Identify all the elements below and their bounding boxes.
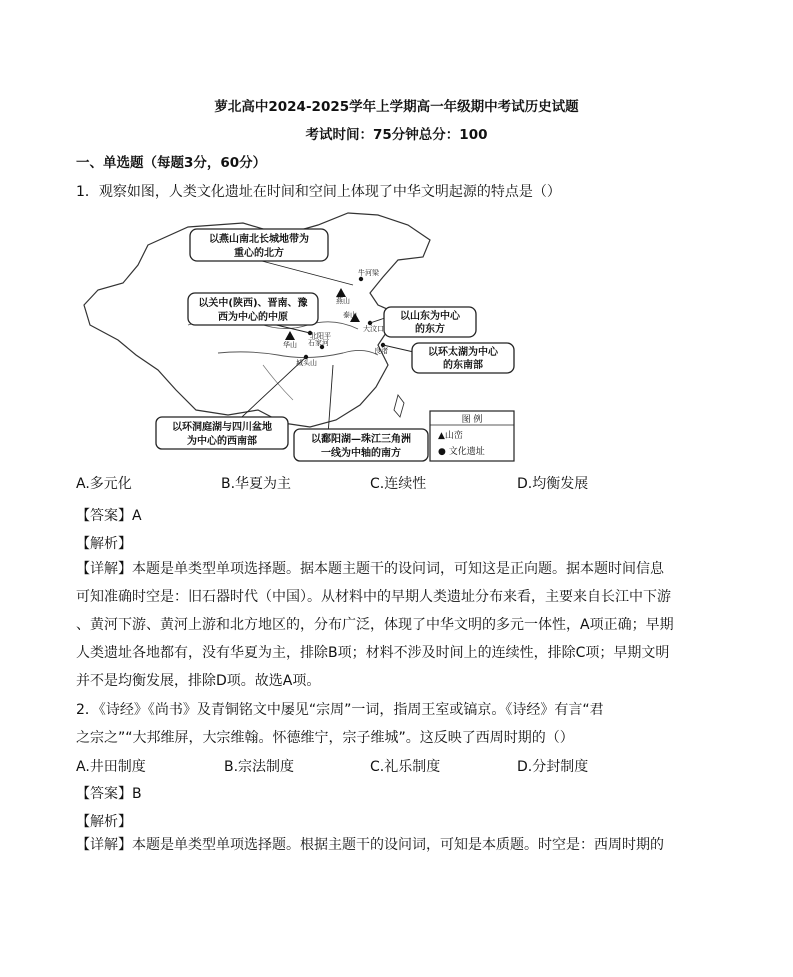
q1-answer: 【答案】A (76, 508, 142, 524)
region-box-south (294, 429, 428, 461)
q1-option-b: B.华夏为主 (221, 476, 292, 492)
q1-detail-line: 可知准确时空是：旧石器时代（中国）。从材料中的早期人类遗址分布来看，主要来自长江中下游 (76, 589, 671, 605)
q2-option-c: C.礼乐制度 (370, 759, 441, 775)
q1-option-c: C.连续性 (370, 476, 427, 492)
place-label: 良渚 (374, 347, 388, 355)
legend-mountain: ▲山峦 (438, 431, 463, 441)
q2-option-a: A.井田制度 (76, 759, 146, 775)
q1-detail-line: 并不是均衡发展，排除D项。故选A项。 (76, 673, 321, 689)
region-box-southwest (156, 417, 288, 449)
region-box-line: 以环洞庭湖与四川盆地 (172, 422, 272, 433)
exam-title: 萝北高中2024-2025学年上学期高一年级期中考试历史试题 (214, 99, 579, 115)
region-box-line: 以燕山南北长城地带为 (209, 234, 309, 245)
q1-option-a: A.多元化 (76, 476, 132, 492)
region-box-line: 以鄱阳湖—珠江三角洲 (311, 434, 411, 445)
region-box-line: 以山东为中心 (400, 311, 460, 322)
q2-option-d: D.分封制度 (517, 759, 589, 775)
q1-stem: 1．观察如图，人类文化遗址在时间和空间上体现了中华文明起源的特点是（） (76, 184, 561, 200)
q1-detail-line: 【详解】本题是单类型单项选择题。据本题主题干的设问词，可知这是正向题。据本题时间信息 (76, 561, 664, 577)
site-niuheliang (359, 277, 363, 281)
region-box-line: 为中心的西南部 (187, 436, 257, 447)
map-legend (430, 411, 514, 461)
q1-detail-line: 、黄河下游、黄河上游和北方地区的，分布广泛，体现了中华文明的多元一体性，A项正确；早期 (76, 617, 674, 633)
q1-detail-line: 人类遗址各地都有，没有华夏为主，排除B项；材料不涉及时间上的连续性，排除C项；早期文明 (76, 645, 670, 661)
region-box-central-plains (188, 293, 318, 325)
place-label: 城头山 (296, 359, 317, 367)
q2-stem-line: 2．《诗经》《尚书》及青铜铭文中屡见“宗周”一词，指周王室或镐京。《诗经》有言“君 (76, 702, 604, 718)
q2-detail-line: 【详解】本题是单类型单项选择题。根据主题干的设问词，可知是本质题。时空是：西周时期的 (76, 837, 664, 853)
place-label: 燕山 (336, 297, 350, 305)
q1-option-d: D.均衡发展 (517, 476, 589, 492)
region-box-line: 以环太湖为中心 (428, 347, 498, 358)
legend-site: ● 文化遗址 (438, 447, 485, 457)
q1-analysis-label: 【解析】 (76, 536, 132, 552)
region-box-line: 的东南部 (443, 360, 483, 371)
region-box-east (384, 307, 476, 337)
region-box-line: 重心的北方 (234, 248, 284, 259)
place-label: 北阳平 (310, 332, 331, 340)
q2-stem-line: 之宗之”“大邦维屏，大宗维翰。怀德维宁，宗子维城”。这反映了西周时期的（） (76, 730, 574, 746)
exam-subtitle: 考试时间：75分钟总分：100 (305, 127, 488, 143)
place-label: 泰山 (343, 311, 357, 319)
region-box-north (190, 229, 328, 261)
section-heading: 一、单选题（每题3分，60分） (76, 155, 267, 171)
region-box-line: 的东方 (415, 324, 445, 335)
region-box-line: 以关中(陕西)、晋南、豫 (198, 298, 308, 309)
region-box-line: 西为中心的中原 (218, 312, 288, 323)
place-label: 华山 (283, 341, 297, 349)
q2-answer: 【答案】B (76, 786, 142, 802)
q2-analysis-label: 【解析】 (76, 814, 132, 830)
legend-title: 图 例 (461, 415, 483, 425)
china-cultural-sites-map (78, 205, 518, 463)
place-label: 牛河梁 (358, 269, 379, 277)
region-box-southeast (412, 343, 514, 373)
region-box-line: 一线为中轴的南方 (321, 448, 401, 459)
place-label: 石家河 (308, 339, 329, 347)
q2-option-b: B.宗法制度 (224, 759, 295, 775)
place-label: 大汶口 (363, 325, 384, 333)
